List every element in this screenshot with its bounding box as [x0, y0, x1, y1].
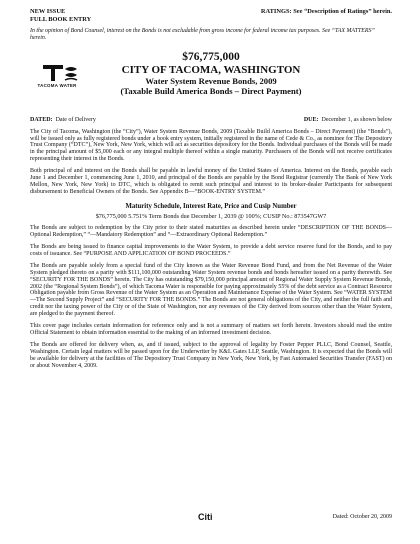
paragraph-purpose: The Bonds are being issued to finance capital improvements to the Water System, to provide a debt service reserve fund for the Bonds, and to pay costs of issuance. See “PURPOSE AND APPLICATION OF BOND PROCEEDS.”: [30, 243, 392, 257]
paragraph-security: The Bonds are payable solely from a special fund of the City known as the Water Revenue Bond Fund, and from the Net Revenue of the Water System pledged thereto on a parity with $111,100,000 outstanding Water System revenue bonds and bonds hereafter issued on a parity therewith. See “SECURITY FOR THE BONDS” herein. The City has outstanding $79,150,000 principal amount of Regional Water Supply System Revenue Bonds, 2002 (the “Regional System Bonds”), of which Tacoma Water is responsible for paying approximately 55% of the debt service as a Contract Resource Obligation payable from Gross Revenue of the Water System as an Operation and Maintenance Expense of the Water System. See “WATER SYSTEM—The Second Supply Project” and “SECURITY FOR THE BONDS.” The Bonds are not general obligations of the City, and neither the full faith and credit nor the taxing power of the City or of the State of Washington, nor any revenues of the City derived from sources other than the Water System, are pledged to the payment thereof.: [30, 262, 392, 318]
statement-date: Dated: October 20, 2009: [332, 514, 392, 520]
paragraph-registration: The City of Tacoma, Washington (the “City”), Water System Revenue Bonds, 2009 (Taxable Build America Bonds – Direct Payment) (the “Bonds”), will be issued only as fully registered bonds under a book entry system, initially registered in the name of Cede & Co., as nominee for The Depository Trust Company (“DTC”), New York, New York, which will act as securities depository for the Bonds. Individual purchases of the Bonds will be made in the principal amount of $5,000 each or any integral multiple thereof within a single maturity. Purchasers of the Bonds will not receive certificates representing their interest in the Bonds.: [30, 128, 392, 163]
issuer-name: CITY OF TACOMA, WASHINGTON: [121, 63, 301, 76]
dated-label: DATED:: [30, 116, 53, 123]
dated-value: Date of Delivery: [55, 116, 96, 123]
tacoma-water-logo-icon: [33, 61, 81, 83]
header-row: [30, 8, 392, 23]
tacoma-water-logo: [33, 61, 81, 89]
paragraph-delivery: The Bonds are offered for delivery when, as, and if issued, subject to the approval of legality by Foster Pepper PLLC, Bond Counsel, Seattle, Washington. Certain legal matters will be passed upon for the Underwriter by K&L Gates LLP, Seattle, Washington. It is expected that the Bonds will be available for delivery at the facilities of The Depository Trust Company in New York, New York, by Fast Automated Securities Transfer (FAST) on or about November 4, 2009.: [30, 341, 392, 369]
due-field: [304, 117, 392, 124]
paragraph-cover-note: This cover page includes certain information for reference only and is not a summary of matters set forth herein. Investors should read the entire Official Statement to obtain information essential to the making of an informed investment decision.: [30, 323, 392, 336]
due-value: December 1, as shown below: [321, 116, 392, 123]
bond-titles: [30, 47, 392, 97]
dated-row: [30, 117, 392, 124]
bond-type: (Taxable Build America Bonds – Direct Payment): [120, 86, 302, 97]
paragraph-payment: Both principal of and interest on the Bonds shall be payable in lawful money of the United States of America. Interest on the Bonds, payable each June 1 and December 1, commencing June 1, 2010, and principal of the Bonds are payable by the Bond Registrar (currently The Bank of New York Mellon, New York, New York) to DTC, which is obligated to remit such principal and interest to its broker-dealer Participants for subsequent disbursement to Beneficial Owners of the Bonds. See Appendix B—“BOOK-ENTRY SYSTEM.”: [30, 168, 392, 195]
bond-series: Water System Revenue Bonds, 2009: [145, 76, 277, 87]
logo-text: TACOMA WATER: [37, 82, 77, 88]
title-block: [30, 47, 392, 115]
tax-opinion: In the opinion of Bond Counsel, interest on the Bonds is not excludable from gross income for federal income tax purposes. See “TAX MATTERS” herein.: [30, 28, 375, 42]
new-issue-label: NEW ISSUE: [30, 8, 66, 15]
paragraph-redemption: The Bonds are subject to redemption by the City prior to their stated maturities as described herein under “DESCRIPTION OF THE BONDS—Optional Redemption,” “—Mandatory Redemption” and “—Extraordinary Optional Redemption.”: [30, 225, 392, 239]
dated-field: [30, 117, 96, 124]
maturity-heading: Maturity Schedule, Interest Rate, Price and Cusip Number: [125, 202, 297, 210]
issue-type: [30, 8, 91, 23]
footer: [30, 512, 392, 524]
ratings-note: RATINGS: See “Description of Ratings” herein.: [260, 8, 392, 15]
bond-amount: $76,775,000: [182, 50, 240, 63]
due-label: DUE:: [303, 116, 319, 123]
underwriter-name: Citi: [198, 512, 213, 522]
maturity-line: $76,775,000 5.751% Term Bonds due December 1, 2039 @ 100%; CUSIP No.: 873547GW7: [95, 212, 327, 220]
book-entry-label: FULL BOOK ENTRY: [30, 15, 92, 23]
